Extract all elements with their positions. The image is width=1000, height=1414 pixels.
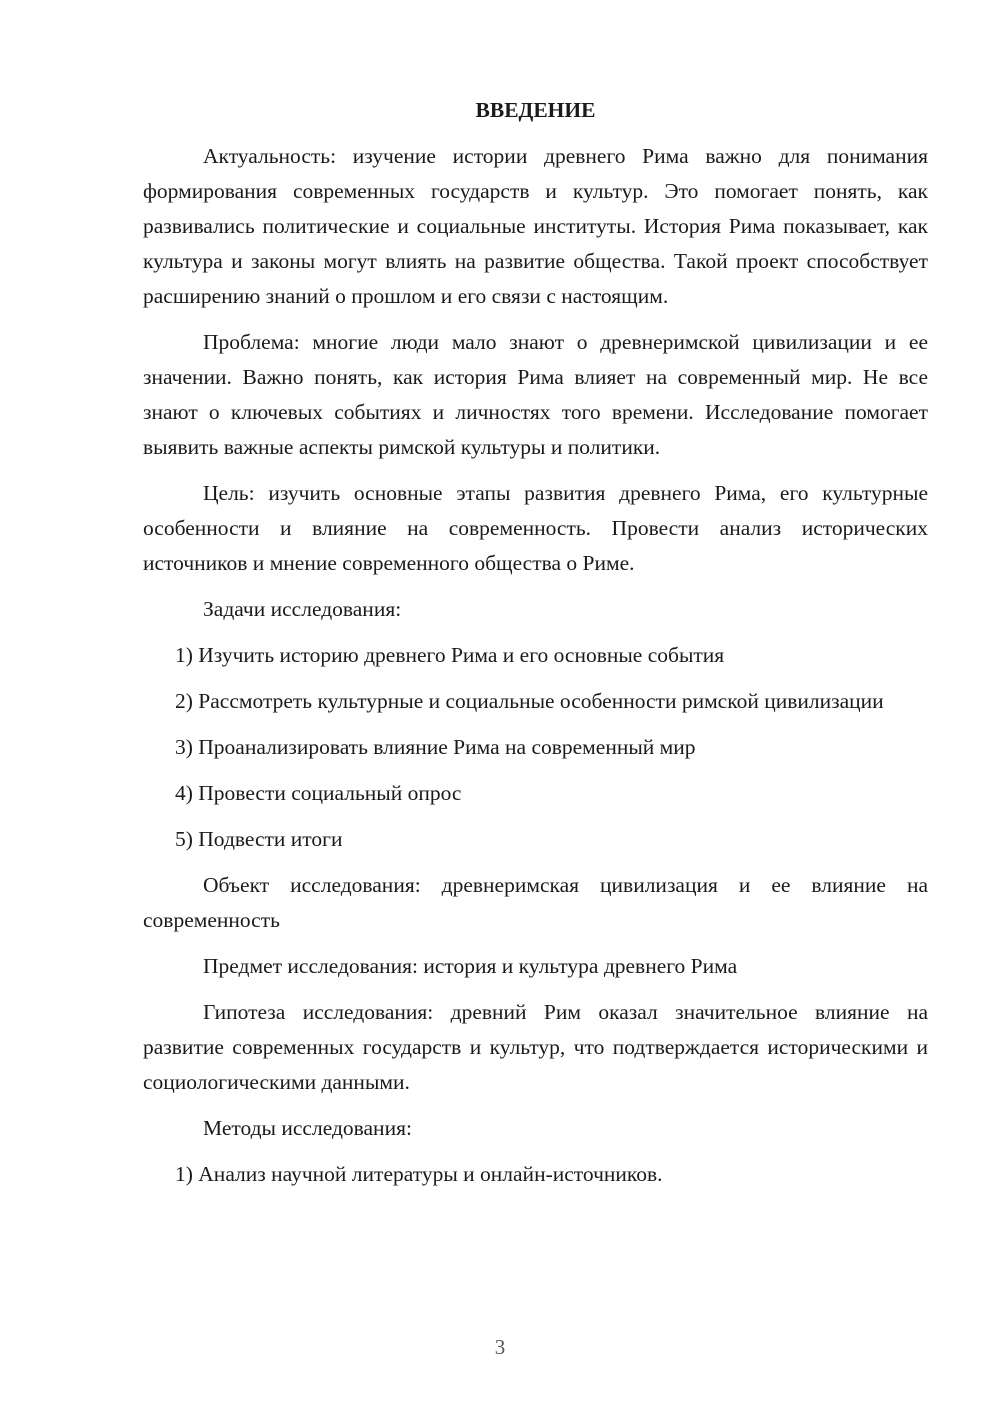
task-item-3: 3) Проанализировать влияние Рима на современный мир — [175, 735, 696, 759]
tasks-heading: Задачи исследования: — [203, 597, 402, 621]
task-item-4: 4) Провести социальный опрос — [175, 781, 462, 805]
paragraph-subject: Предмет исследования: история и культура древнего Рима — [203, 954, 738, 978]
paragraph-object: Объект исследования: древнеримская цивилизация и ее влияние на современность — [143, 873, 928, 932]
method-item-1: 1) Анализ научной литературы и онлайн-источников. — [175, 1162, 663, 1186]
page-number: 3 — [494, 1335, 506, 1359]
paragraph-hypothesis: Гипотеза исследования: древний Рим оказал значительное влияние на развитие современных государств и культур, что подтверждается историческими и социологическими данными. — [143, 1000, 928, 1094]
paragraph-goal: Цель: изучить основные этапы развития древнего Рима, его культурные особенности и влияние на современность. Провести анализ исторических источников и мнение современного общества о Риме. — [143, 481, 928, 575]
document-page — [143, 95, 928, 1203]
paragraph-relevance: Актуальность: изучение истории древнего Рима важно для понимания формирования современных государств и культур. Это помогает понять, как развивались политические и социальные институты. История Рима показывает, как культура и законы могут влиять на развитие общества. Такой проект способствует расширению знаний о прошлом и его связи с настоящим. — [143, 144, 928, 308]
paragraph-problem: Проблема: многие люди мало знают о древнеримской цивилизации и ее значении. Важно понять, как история Рима влияет на современный мир. Не все знают о ключевых событиях и личностях того времени. Исследование помогает выявить важные аспекты римской культуры и политики. — [143, 330, 928, 459]
task-item-1: 1) Изучить историю древнего Рима и его основные события — [175, 643, 725, 667]
task-item-5: 5) Подвести итоги — [175, 827, 343, 851]
section-title: ВВЕДЕНИЕ — [475, 98, 596, 122]
methods-heading: Методы исследования: — [203, 1116, 412, 1140]
task-item-2: 2) Рассмотреть культурные и социальные особенности римской цивилизации — [175, 689, 884, 713]
